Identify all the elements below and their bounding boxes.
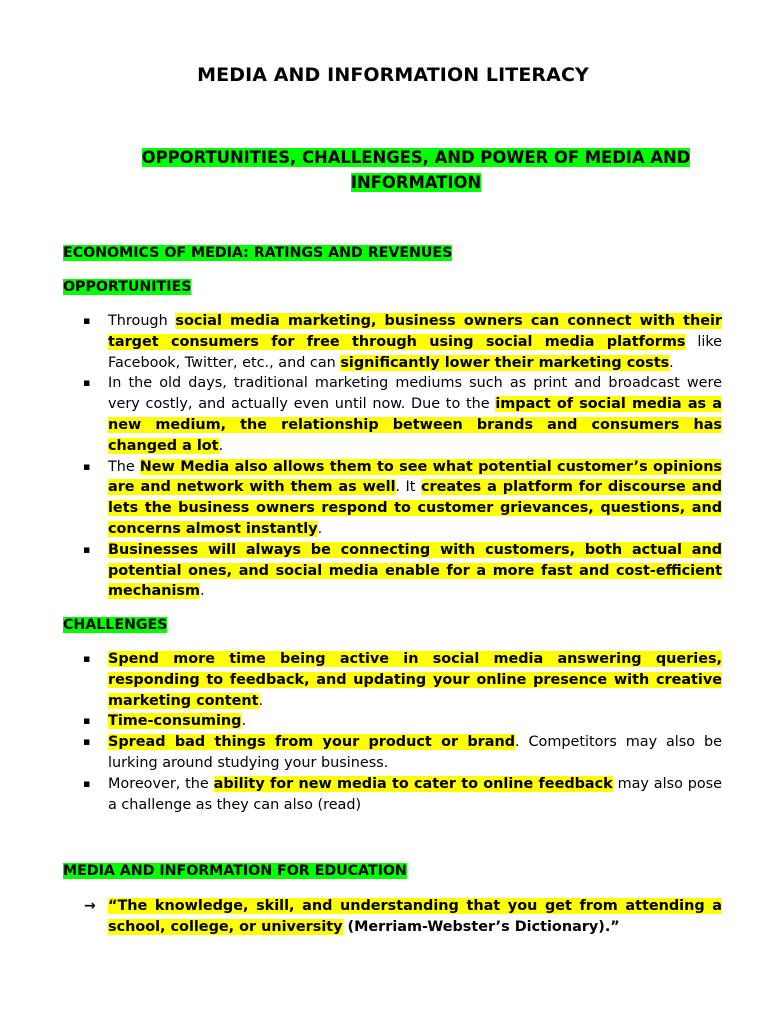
bullet-icon: ▪	[83, 652, 91, 665]
bullet-icon: ▪	[83, 376, 91, 390]
bullet-icon: ▪	[83, 776, 91, 790]
bullet-icon: ▪	[83, 714, 91, 728]
bullet-icon: ▪	[83, 314, 91, 327]
section-heading-opportunities: OPPORTUNITIES	[63, 279, 192, 295]
section-heading-challenges: CHALLENGES	[63, 617, 168, 633]
list-item: ▪ In the old days, traditional marketing mediums such as print and broadcast were very costly, and actually even until now. Due to the impact of social media as a new medium, the relationship between brands and consumers has changed a lot.	[83, 375, 722, 454]
education-list	[0, 896, 768, 938]
list-item: ▪ Through social media marketing, business owners can connect with their target consumers for free through using social media platforms like Facebook, Twitter, etc., and can significantly lower their marketing costs.	[83, 313, 722, 371]
document-subtitle	[108, 145, 724, 195]
section-heading-education: MEDIA AND INFORMATION FOR EDUCATION	[63, 863, 407, 879]
arrow-icon: →	[84, 898, 96, 914]
list-item: ▪ The New Media also allows them to see what potential customer’s opinions are and network with them as well. It creates a platform for discourse and lets the business owners respond to customer grievances, questions, and concerns almost instantly.	[83, 458, 723, 537]
bullet-icon: ▪	[83, 735, 91, 749]
bullet-icon: ▪	[83, 542, 91, 556]
list-item: ▪ Moreover, the ability for new media to cater to online feedback may also pose a challenge as they can also (read)	[83, 775, 722, 813]
subtitle-line-1: OPPORTUNITIES, CHALLENGES, AND POWER OF MEDIA AND	[141, 148, 691, 167]
opportunities-list	[0, 311, 768, 602]
list-item: ▪ Time-consuming.	[0, 711, 722, 732]
list-item: ▪ Spend more time being active in social media answering queries, responding to feedback, and updating your online presence with creative marketing content.	[83, 651, 722, 709]
challenges-list	[0, 649, 768, 815]
subtitle-line-2: INFORMATION	[350, 173, 482, 192]
bullet-icon: ▪	[83, 459, 91, 473]
section-heading-economics: ECONOMICS OF MEDIA: RATINGS AND REVENUES	[63, 245, 453, 261]
list-item: ▪ Businesses will always be connecting with customers, both actual and potential ones, and social media enable for a more fast and cost-efficient mechanism.	[83, 541, 722, 600]
list-item: → “The knowledge, skill, and understanding that you get from attending a school, college, or university (Merriam-Webster’s Dictionary).”	[84, 898, 722, 935]
list-item: ▪ Spread bad things from your product or brand. Competitors may also be lurking around studying your business.	[83, 734, 722, 771]
document-title: MEDIA AND INFORMATION LITERACY	[197, 64, 589, 86]
